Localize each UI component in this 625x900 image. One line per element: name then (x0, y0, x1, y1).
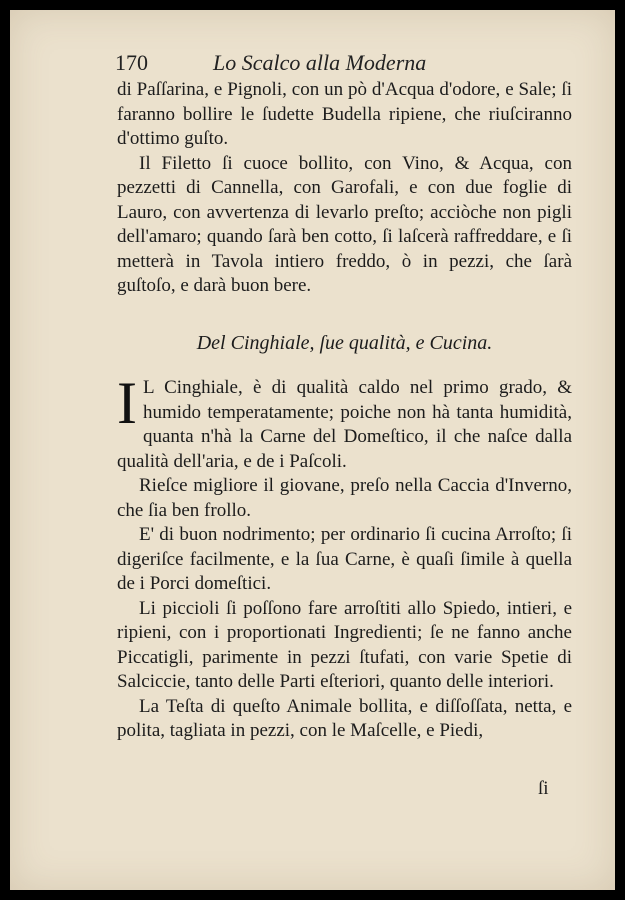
paragraph: di Paſſarina, e Pignoli, con un pò d'Acqua d'odore, e Sale; ſi faranno bollire le ſudette Budella ripiene, che riuſciranno d'ottimo guſto. (117, 79, 572, 149)
top-text-block (117, 78, 572, 299)
paragraph: Li piccioli ſi poſſono fare arroſtiti allo Spiedo, intieri, e ripieni, con i proportionati Ingredienti; ſe ne fanno anche Piccatigli, parimente in pezzi ſtufati, con varie Spetie di Salciccie, tanto delle Parti eſteriori, quanto delle interiori. (117, 597, 572, 692)
running-title: Lo Scalco alla Moderna (213, 50, 427, 75)
section-body (117, 370, 572, 744)
page-header (115, 50, 475, 78)
paragraph: Rieſce migliore il giovane, preſo nella Caccia d'Inverno, che ſia ben frollo. (117, 475, 572, 521)
first-paragraph (117, 370, 572, 474)
drop-cap: I (117, 370, 137, 436)
book-page (10, 10, 615, 890)
paragraph: La Teſta di queſto Animale bollita, e diſſoſſata, netta, e polita, tagliata in pezzi, con le Maſcelle, e Piedi, (117, 695, 572, 741)
catchword: ſi (538, 778, 549, 799)
section-heading: Del Cinghiale, ſue qualità, e Cucina. (196, 332, 493, 354)
first-paragraph-text: L Cinghiale, è di qualità caldo nel primo grado, & humido temperatamente; poiche non hà tanta humidità, quanta n'hà la Carne del Domeſtico, il che naſce dalla qualità dell'aria, e de i Paſcoli. (117, 377, 572, 472)
paragraph: Il Filetto ſi cuoce bollito, con Vino, & Acqua, con pezzetti di Cannella, con Garofali, e con due foglie di Lauro, con avvertenza di levarlo preſto; acciòche non pigli dell'amaro; quando ſarà ben cotto, ſi laſcerà raffreddare, e ſi metterà in Tavola intiero freddo, ò in pezzi, che ſarà guſtoſo, e darà buon bere. (117, 152, 572, 296)
paragraph: E' di buon nodrimento; per ordinario ſi cucina Arroſto; ſi digeriſce facilmente, e la ſua Carne, è quaſi ſimile à quella de i Porci domeſtici. (117, 524, 572, 594)
page-number: 170 (115, 50, 148, 75)
